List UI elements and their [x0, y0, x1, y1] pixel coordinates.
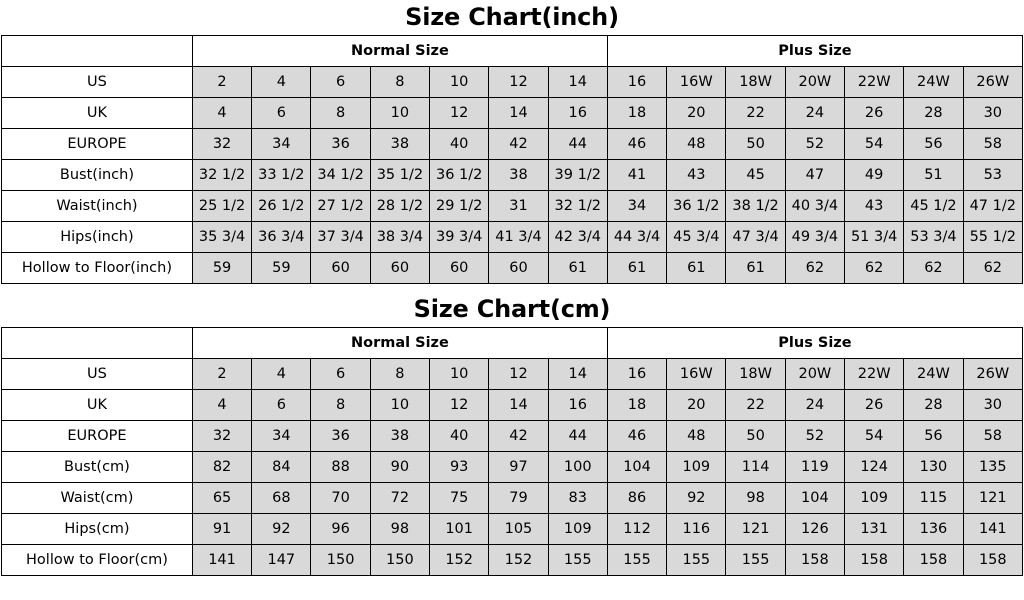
cell: 58: [963, 129, 1022, 160]
cell: 32: [192, 129, 251, 160]
cell: 18: [607, 390, 666, 421]
group-header-plus-size: Plus Size: [607, 328, 1022, 359]
cell: 98: [726, 483, 785, 514]
cell: 43: [667, 160, 726, 191]
cell: 158: [904, 545, 963, 576]
cell: 6: [311, 359, 370, 390]
cell: 97: [489, 452, 548, 483]
cell: 112: [607, 514, 666, 545]
cell: 116: [667, 514, 726, 545]
cell: 14: [548, 67, 607, 98]
cell: 92: [667, 483, 726, 514]
cell: 16W: [667, 359, 726, 390]
cell: 26W: [963, 359, 1022, 390]
cell: 45 1/2: [904, 191, 963, 222]
cell: 130: [904, 452, 963, 483]
table-row: [2, 191, 1023, 222]
cell: 24W: [904, 359, 963, 390]
cell: 24: [785, 390, 844, 421]
cell: 32: [192, 421, 251, 452]
table-group-header-row: [2, 36, 1023, 67]
cell: 26: [845, 98, 904, 129]
cell: 60: [370, 253, 429, 284]
row-label: Waist(inch): [2, 191, 193, 222]
cell: 43: [845, 191, 904, 222]
cell: 52: [785, 421, 844, 452]
cell: 126: [785, 514, 844, 545]
row-label: US: [2, 67, 193, 98]
cell: 37 3/4: [311, 222, 370, 253]
cell: 24: [785, 98, 844, 129]
cell: 65: [192, 483, 251, 514]
cell: 155: [548, 545, 607, 576]
cell: 91: [192, 514, 251, 545]
cell: 36 1/2: [430, 160, 489, 191]
table-row: [2, 160, 1023, 191]
cell: 20: [667, 390, 726, 421]
cell: 16: [548, 390, 607, 421]
cell: 54: [845, 421, 904, 452]
cell: 35 1/2: [370, 160, 429, 191]
cell: 4: [192, 98, 251, 129]
cell: 32 1/2: [192, 160, 251, 191]
cell: 61: [548, 253, 607, 284]
cell: 38 3/4: [370, 222, 429, 253]
cell: 109: [667, 452, 726, 483]
cell: 38: [370, 421, 429, 452]
cell: 12: [430, 98, 489, 129]
cell: 114: [726, 452, 785, 483]
cell: 62: [963, 253, 1022, 284]
cell: 62: [845, 253, 904, 284]
cell: 79: [489, 483, 548, 514]
cell: 47: [785, 160, 844, 191]
size-chart-cm-title: Size Chart(cm): [413, 295, 611, 323]
cell: 26W: [963, 67, 1022, 98]
cell: 100: [548, 452, 607, 483]
cell: 38 1/2: [726, 191, 785, 222]
cell: 119: [785, 452, 844, 483]
cell: 16W: [667, 67, 726, 98]
cell: 8: [311, 390, 370, 421]
cell: 8: [370, 67, 429, 98]
cell: 61: [726, 253, 785, 284]
cell: 39 3/4: [430, 222, 489, 253]
cell: 62: [785, 253, 844, 284]
cell: 52: [785, 129, 844, 160]
cell: 70: [311, 483, 370, 514]
cell: 36: [311, 129, 370, 160]
cell: 50: [726, 421, 785, 452]
cell: 30: [963, 390, 1022, 421]
cell: 33 1/2: [252, 160, 311, 191]
cell: 109: [845, 483, 904, 514]
cell: 16: [548, 98, 607, 129]
table-row: [2, 452, 1023, 483]
cell: 6: [311, 67, 370, 98]
row-label: UK: [2, 98, 193, 129]
cell: 4: [252, 359, 311, 390]
cell: 29 1/2: [430, 191, 489, 222]
cell: 34: [252, 129, 311, 160]
cell: 72: [370, 483, 429, 514]
row-label: EUROPE: [2, 421, 193, 452]
table-row: [2, 390, 1023, 421]
cell: 27 1/2: [311, 191, 370, 222]
cell: 53 3/4: [904, 222, 963, 253]
cell: 56: [904, 421, 963, 452]
cell: 155: [726, 545, 785, 576]
cell: 49 3/4: [785, 222, 844, 253]
section-spacer: [0, 284, 1024, 292]
cell: 6: [252, 98, 311, 129]
cell: 92: [252, 514, 311, 545]
size-chart-cm-block: [0, 292, 1024, 576]
cell: 152: [430, 545, 489, 576]
cell: 18W: [726, 359, 785, 390]
row-label: Hollow to Floor(inch): [2, 253, 193, 284]
cell: 51: [904, 160, 963, 191]
cell: 8: [370, 359, 429, 390]
cell: 22W: [845, 67, 904, 98]
group-header-plus-size: Plus Size: [607, 36, 1022, 67]
cell: 10: [370, 390, 429, 421]
cell: 135: [963, 452, 1022, 483]
cell: 16: [607, 359, 666, 390]
cell: 131: [845, 514, 904, 545]
cell: 104: [607, 452, 666, 483]
cell: 41: [607, 160, 666, 191]
cell: 2: [192, 359, 251, 390]
cell: 59: [252, 253, 311, 284]
cell: 98: [370, 514, 429, 545]
table-group-header-row: [2, 328, 1023, 359]
cell: 84: [252, 452, 311, 483]
cell: 75: [430, 483, 489, 514]
cell: 20: [667, 98, 726, 129]
table-row: [2, 98, 1023, 129]
cell: 12: [430, 390, 489, 421]
cell: 10: [430, 359, 489, 390]
cell: 150: [370, 545, 429, 576]
cell: 42: [489, 421, 548, 452]
cell: 6: [252, 390, 311, 421]
cell: 61: [667, 253, 726, 284]
corner-cell: [2, 36, 193, 67]
table-row: [2, 253, 1023, 284]
cell: 45 3/4: [667, 222, 726, 253]
cell: 44: [548, 129, 607, 160]
cell: 82: [192, 452, 251, 483]
cell: 155: [667, 545, 726, 576]
cell: 36: [311, 421, 370, 452]
cell: 141: [192, 545, 251, 576]
row-label: Bust(cm): [2, 452, 193, 483]
cell: 141: [963, 514, 1022, 545]
table-row: [2, 359, 1023, 390]
cell: 90: [370, 452, 429, 483]
size-chart-inch-table: [1, 35, 1023, 284]
cell: 56: [904, 129, 963, 160]
size-chart-cm-table: [1, 327, 1023, 576]
cell: 158: [963, 545, 1022, 576]
cell: 28: [904, 390, 963, 421]
size-chart-inch-title: Size Chart(inch): [405, 3, 619, 31]
cell: 158: [845, 545, 904, 576]
row-label: US: [2, 359, 193, 390]
cell: 18: [607, 98, 666, 129]
cell: 61: [607, 253, 666, 284]
cell: 93: [430, 452, 489, 483]
cell: 68: [252, 483, 311, 514]
cell: 45: [726, 160, 785, 191]
cell: 109: [548, 514, 607, 545]
cell: 20W: [785, 359, 844, 390]
cell: 20W: [785, 67, 844, 98]
cell: 16: [607, 67, 666, 98]
cell: 36 3/4: [252, 222, 311, 253]
size-chart-inch-block: [0, 0, 1024, 284]
cell: 54: [845, 129, 904, 160]
cell: 105: [489, 514, 548, 545]
cell: 60: [311, 253, 370, 284]
row-label: Bust(inch): [2, 160, 193, 191]
cell: 34 1/2: [311, 160, 370, 191]
cell: 60: [489, 253, 548, 284]
cell: 12: [489, 67, 548, 98]
corner-cell: [2, 328, 193, 359]
table-row: [2, 545, 1023, 576]
cell: 44: [548, 421, 607, 452]
cell: 26 1/2: [252, 191, 311, 222]
row-label: Hips(inch): [2, 222, 193, 253]
row-label: UK: [2, 390, 193, 421]
cell: 124: [845, 452, 904, 483]
cell: 8: [311, 98, 370, 129]
cell: 14: [489, 390, 548, 421]
row-label: EUROPE: [2, 129, 193, 160]
cell: 83: [548, 483, 607, 514]
cell: 86: [607, 483, 666, 514]
cell: 158: [785, 545, 844, 576]
cell: 46: [607, 421, 666, 452]
cell: 88: [311, 452, 370, 483]
table-row: [2, 514, 1023, 545]
cell: 60: [430, 253, 489, 284]
cell: 35 3/4: [192, 222, 251, 253]
cell: 47 1/2: [963, 191, 1022, 222]
cell: 40 3/4: [785, 191, 844, 222]
cell: 104: [785, 483, 844, 514]
cell: 152: [489, 545, 548, 576]
cell: 26: [845, 390, 904, 421]
cell: 34: [252, 421, 311, 452]
cell: 32 1/2: [548, 191, 607, 222]
table-row: [2, 67, 1023, 98]
cell: 101: [430, 514, 489, 545]
cell: 28: [904, 98, 963, 129]
cell: 96: [311, 514, 370, 545]
cell: 28 1/2: [370, 191, 429, 222]
group-header-normal-size: Normal Size: [192, 328, 607, 359]
cell: 31: [489, 191, 548, 222]
cell: 41 3/4: [489, 222, 548, 253]
table-row: [2, 483, 1023, 514]
cell: 155: [607, 545, 666, 576]
cell: 30: [963, 98, 1022, 129]
cell: 50: [726, 129, 785, 160]
table-row: [2, 129, 1023, 160]
cell: 18W: [726, 67, 785, 98]
cell: 34: [607, 191, 666, 222]
cell: 58: [963, 421, 1022, 452]
cell: 24W: [904, 67, 963, 98]
cell: 136: [904, 514, 963, 545]
cell: 42: [489, 129, 548, 160]
cell: 49: [845, 160, 904, 191]
row-label: Hips(cm): [2, 514, 193, 545]
cell: 22W: [845, 359, 904, 390]
cell: 44 3/4: [607, 222, 666, 253]
cell: 14: [489, 98, 548, 129]
cell: 121: [726, 514, 785, 545]
cell: 150: [311, 545, 370, 576]
cell: 121: [963, 483, 1022, 514]
cell: 42 3/4: [548, 222, 607, 253]
cell: 22: [726, 98, 785, 129]
cell: 14: [548, 359, 607, 390]
cell: 38: [370, 129, 429, 160]
cell: 115: [904, 483, 963, 514]
cell: 48: [667, 421, 726, 452]
group-header-normal-size: Normal Size: [192, 36, 607, 67]
cell: 38: [489, 160, 548, 191]
cell: 40: [430, 421, 489, 452]
cell: 59: [192, 253, 251, 284]
cell: 40: [430, 129, 489, 160]
cell: 46: [607, 129, 666, 160]
row-label: Hollow to Floor(cm): [2, 545, 193, 576]
cell: 51 3/4: [845, 222, 904, 253]
cell: 10: [370, 98, 429, 129]
cell: 62: [904, 253, 963, 284]
cell: 36 1/2: [667, 191, 726, 222]
table-row: [2, 222, 1023, 253]
cell: 55 1/2: [963, 222, 1022, 253]
cell: 2: [192, 67, 251, 98]
cell: 4: [192, 390, 251, 421]
cell: 47 3/4: [726, 222, 785, 253]
row-label: Waist(cm): [2, 483, 193, 514]
table-row: [2, 421, 1023, 452]
cell: 53: [963, 160, 1022, 191]
cell: 4: [252, 67, 311, 98]
cell: 10: [430, 67, 489, 98]
cell: 22: [726, 390, 785, 421]
cell: 48: [667, 129, 726, 160]
cell: 39 1/2: [548, 160, 607, 191]
cell: 25 1/2: [192, 191, 251, 222]
cell: 12: [489, 359, 548, 390]
cell: 147: [252, 545, 311, 576]
